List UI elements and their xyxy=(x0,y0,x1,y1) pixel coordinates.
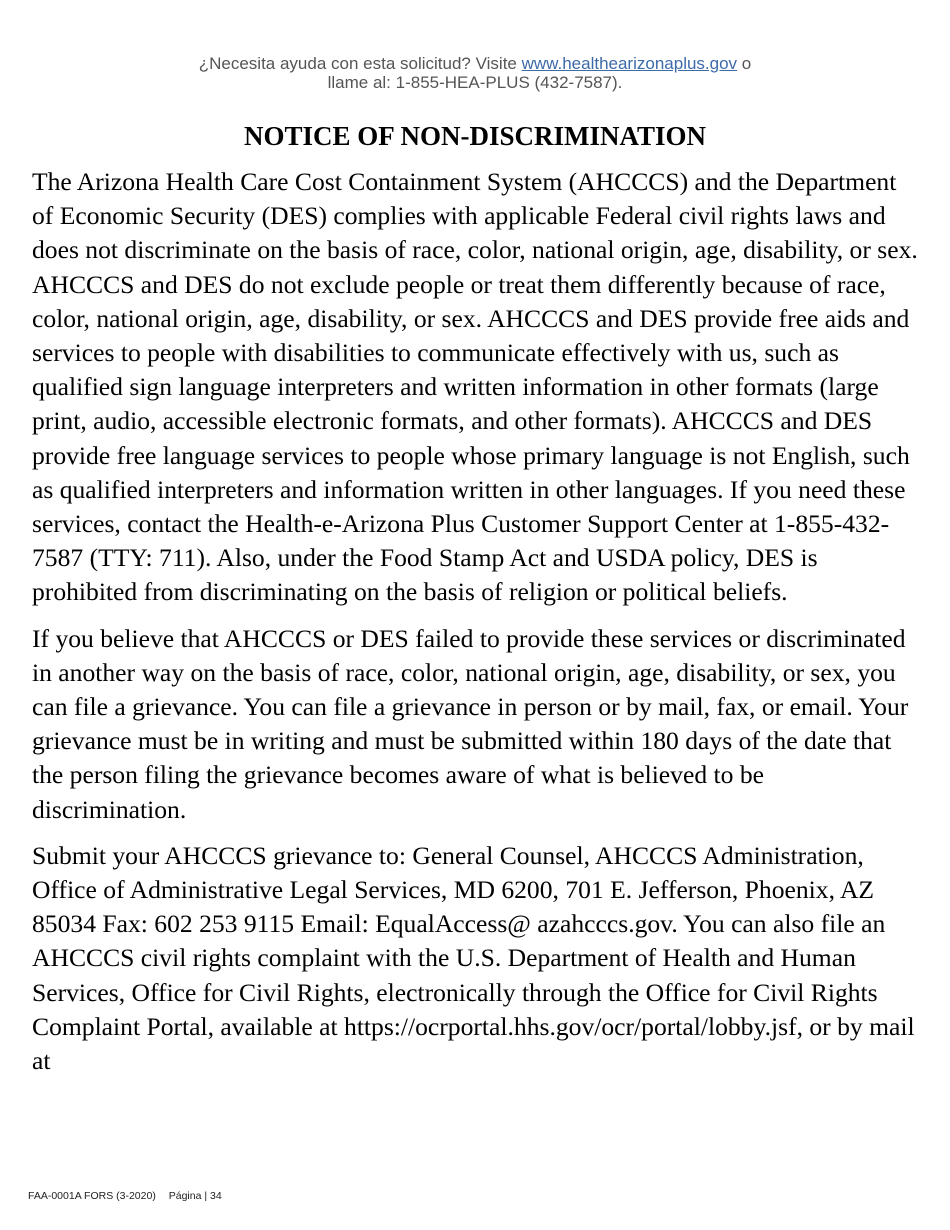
help-header xyxy=(0,54,950,92)
page-title: NOTICE OF NON-DISCRIMINATION xyxy=(243,121,707,151)
paragraph-submit-grievance: Submit your AHCCCS grievance to: General Counsel, AHCCCS Administration, Office of Administrative Legal Services, MD 6200, 701 E. Jefferson, Phoenix, AZ 85034 Fax: 602 253 9115 Email: EqualAccess@ azahcccs.gov. You can also file an AHCCCS civil rights complaint with the U.S. Department of Health and Human Services, Office for Civil Rights, electronically through the Office for Civil Rights Complaint Portal, available at https://ocrportal.hhs.gov/ocr/portal/lobby.jsf, or by mail at xyxy=(32,840,915,1076)
paragraph-non-discrimination: The Arizona Health Care Cost Containment System (AHCCCS) and the Department of Economic Security (DES) complies with applicable Federal civil rights laws and does not discriminate on the basis of race, color, national origin, age, disability, or sex. AHCCCS and DES do not exclude people or treat them differently because of race, color, national origin, age, disability, or sex. AHCCCS and DES provide free aids and services to people with disabilities to communicate effectively with us, such as qualified sign language interpreters and written information in other formats (large print, audio, accessible electronic formats, and other formats). AHCCCS and DES provide free language services to people whose primary language is not English, such as qualified interpreters and information written in other languages. If you need these services, contact the Health-e-Arizona Plus Customer Support Center at 1-855-432-7587 (TTY: 711). Also, under the Food Stamp Act and USDA policy, DES is prohibited from discriminating on the basis of religion or political beliefs. xyxy=(32,167,918,607)
healthearizonaplus-link[interactable]: www.healthearizonaplus.gov xyxy=(521,54,738,73)
paragraph-grievance: If you believe that AHCCCS or DES failed to provide these services or discriminated in another way on the basis of race, color, national origin, age, disability, or sex, you can file a grievance. You can file a grievance in person or by mail, fax, or email. Your grievance must be in writing and must be submitted within 180 days of the date that the person filing the grievance becomes aware of what is believed to be discrimination. xyxy=(32,623,909,824)
form-id: FAA-0001A FORS (3-2020) xyxy=(28,1190,156,1202)
notice-body xyxy=(32,165,924,1090)
page-footer xyxy=(28,1190,222,1202)
help-prefix: ¿Necesita ayuda con esta solicitud? Visite xyxy=(198,54,522,73)
help-line-1 xyxy=(0,54,950,73)
page-number: Página | 34 xyxy=(168,1190,222,1202)
help-line-2: llame al: 1-855-HEA-PLUS (432-7587). xyxy=(327,73,623,92)
help-suffix: o xyxy=(737,54,752,73)
